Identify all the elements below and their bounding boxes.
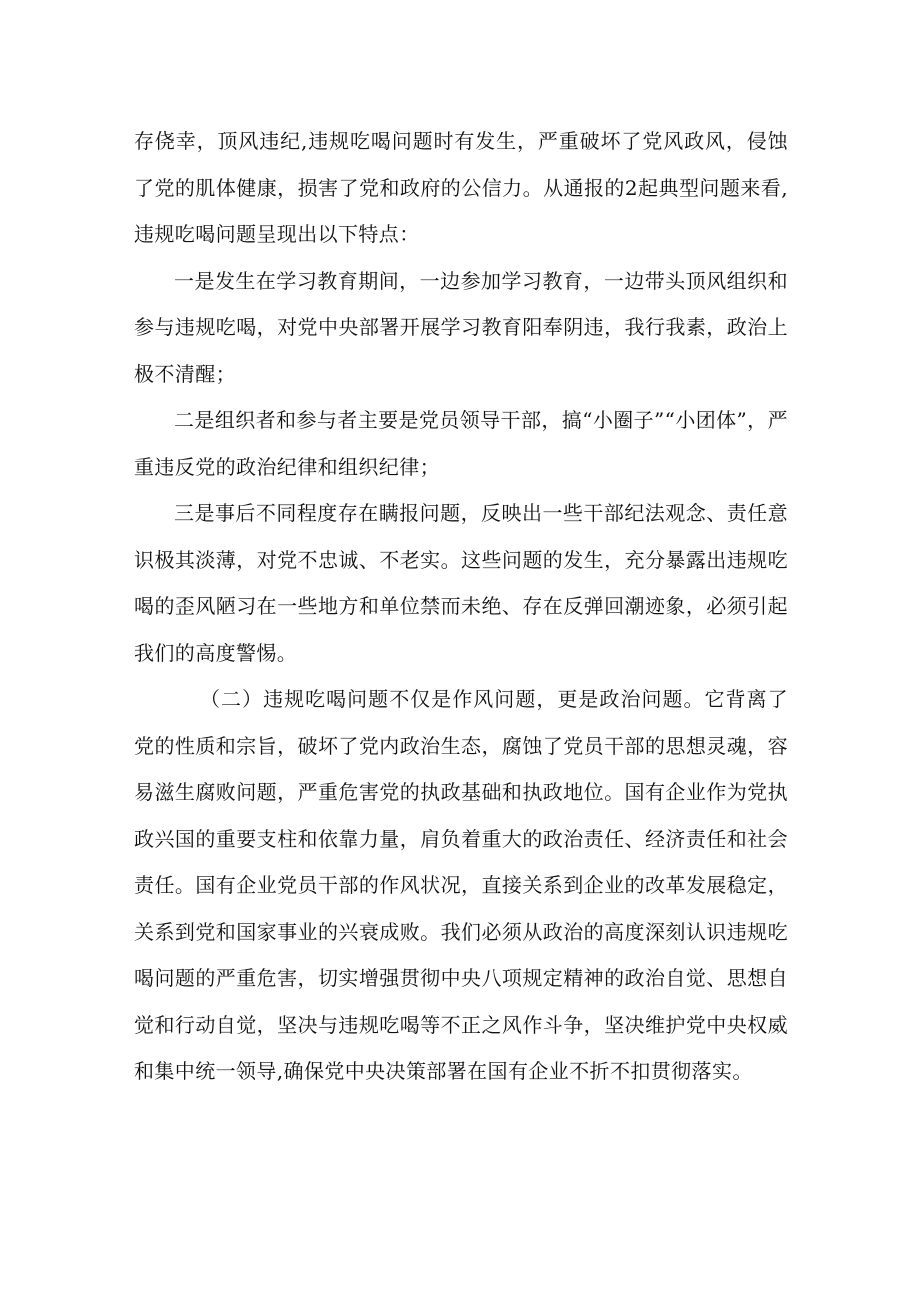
paragraph-point-two: 二是组织者和参与者主要是党员领导干部，搞“小圈子”“小团体”，严重违反党的政治纪律和组织纪律； <box>134 408 788 479</box>
paragraph-point-three: 三是事后不同程度存在瞒报问题，反映出一些干部纪法观念、责任意识极其淡薄，对党不忠诚、不老实。这些问题的发生，充分暴露出违规吃喝的歪风陋习在一些地方和单位禁而未绝、存在反弹回潮迹象，必须引起我们的高度警惕。 <box>134 501 788 665</box>
paragraph-continuation: 存侥幸，顶风违纪,违规吃喝问题时有发生，严重破坏了党风政风，侵蚀了党的肌体健康，损害了党和政府的公信力。从通报的2起典型问题来看,违规吃喝问题呈现出以下特点： <box>134 129 788 246</box>
paragraph-point-one: 一是发生在学习教育期间，一边参加学习教育，一边带头顶风组织和参与违规吃喝，对党中央部署开展学习教育阳奉阴违，我行我素，政治上极不清醒； <box>134 268 788 386</box>
document-body <box>134 118 788 1095</box>
paragraph-section-two: （二）违规吃喝问题不仅是作风问题，更是政治问题。它背离了党的性质和宗旨，破坏了党内政治生态，腐蚀了党员干部的思想灵魂，容易滋生腐败问题，严重危害党的执政基础和执政地位。国有企业作为党执政兴国的重要支柱和依靠力量，肩负着重大的政治责任、经济责任和社会责任。国有企业党员干部的作风状况，直接关系到企业的改革发展稳定，关系到党和国家事业的兴衰成败。我们必须从政治的高度深刻认识违规吃喝问题的严重危害，切实增强贯彻中央八项规定精神的政治自觉、思想自觉和行动自觉，坚决与违规吃喝等不正之风作斗争，坚决维护党中央权威和集中统一领导,确保党中央决策部署在国有企业不折不扣贯彻落实。 <box>134 687 788 1083</box>
